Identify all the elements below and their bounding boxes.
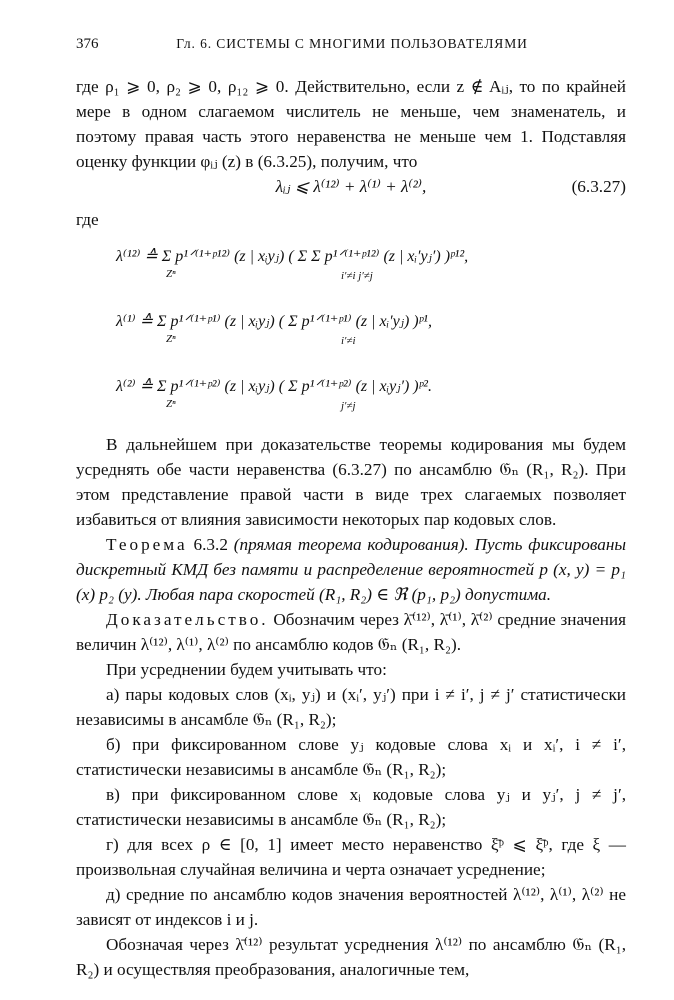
formula-lambda2 (116, 376, 432, 412)
closing-paragraph: Обозначая через λ̄⁽¹²⁾ результат усреднения λ⁽¹²⁾ по ансамблю 𝔊ₙ (R₁, R₂) и осуществляя преобразования, аналогичные тем, (76, 935, 626, 979)
formula-lambda12 (116, 246, 469, 282)
formula-lambda1-sum-index: Zⁿ (166, 333, 176, 345)
formula-lambda12-inner-index: i′≠i j′≠j (341, 270, 373, 282)
equation-number: (6.3.27) (571, 177, 626, 196)
formula-lambda2-sum-index: Zⁿ (166, 398, 176, 410)
top-paragraph-text: где ρ₁ ⩾ 0, ρ₂ ⩾ 0, ρ₁₂ ⩾ 0. Действительно, если z ∉ Aᵢⱼ, то по крайней мере в одном слагаемом числитель не меньше, чем знаменатель, и поэтому правая часть этого неравенства не меньше чем 1. Подставляя оценку функции φᵢⱼ (z) в (6.3.25), получим, что (76, 77, 626, 171)
formula-lambda12-sum-index: Zⁿ (166, 268, 176, 280)
formula-lambda1-inner-index: i′≠i (341, 335, 356, 347)
theorem (76, 532, 626, 607)
formula-lambda1-main: λ⁽¹⁾ ≙ Σ p¹ᐟ⁽¹⁺ᵖ¹⁾ (z | xᵢyⱼ) ( Σ p¹ᐟ⁽¹⁺ᵖ¹⁾ (z | xᵢ′yⱼ) )ᵖ¹, (116, 313, 432, 330)
list-item: д) средние по ансамблю кодов значения вероятностей λ⁽¹²⁾, λ⁽¹⁾, λ⁽²⁾ не зависят от индексов i и j. (76, 885, 626, 929)
list-item: в) при фиксированном слове xᵢ кодовые слова yⱼ и yⱼ′, j ≠ j′, статистически независимы в ансамбле 𝔊ₙ (R₁, R₂); (76, 785, 626, 829)
paragraph-after: В дальнейшем при доказательстве теоремы кодирования мы будем усреднять обе части неравенства (6.3.27) по ансамблю 𝔊ₙ (R₁, R₂). При этом представление правой части в виде трех слагаемых позволяет избавиться от влияния зависимости некоторых пар кодовых слов. (76, 435, 626, 529)
page-number: 376 (76, 36, 99, 52)
formula-lambda2-inner-index: j′≠j (341, 400, 356, 412)
theorem-number: 6.3.2 (193, 535, 228, 554)
theorem-title: (прямая теорема кодирования). (233, 535, 469, 554)
page-header (76, 36, 628, 56)
averaging-intro: При усреднении будем учитывать что: (106, 660, 387, 679)
equation-body: λᵢⱼ ⩽ λ⁽¹²⁾ + λ⁽¹⁾ + λ⁽²⁾, (275, 177, 427, 196)
proof (76, 607, 626, 657)
list-item: г) для всех ρ ∈ [0, 1] имеет место неравенство ξ̄ᵖ ⩽ ξ̄ᵖ, где ξ — произвольная случайная величина и черта означает усреднение; (76, 835, 626, 879)
main-body (76, 432, 626, 982)
formula-lambda12-main: λ⁽¹²⁾ ≙ Σ p¹ᐟ⁽¹⁺ᵖ¹²⁾ (z | xᵢyⱼ) ( Σ Σ p¹ᐟ⁽¹⁺ᵖ¹²⁾ (z | xᵢ′yⱼ′) )ᵖ¹², (116, 248, 469, 265)
proof-word: Доказательство. (106, 610, 269, 629)
proof-text: Обозначим через λ̄⁽¹²⁾, λ̄⁽¹⁾, λ̄⁽²⁾ средние значения величин λ⁽¹²⁾, λ⁽¹⁾, λ⁽²⁾ по ансамблю кодов 𝔊ₙ (R₁, R₂). (76, 610, 627, 654)
list-item: а) пары кодовых слов (xᵢ, yⱼ) и (xᵢ′, yⱼ′) при i ≠ i′, j ≠ j′ статистически независимы в ансамбле 𝔊ₙ (R₁, R₂); (76, 685, 626, 729)
formula-lambda1 (116, 311, 432, 347)
running-title: Гл. 6. СИСТЕМЫ С МНОГИМИ ПОЛЬЗОВАТЕЛЯМИ (176, 36, 528, 51)
theorem-word: Теорема (106, 535, 188, 554)
where-label: где (76, 210, 99, 229)
theorem-statement: Пусть фиксированы дискретный КМД без памяти и распределение вероятностей p (x, y) = p₁ (x) p₂ (y). Любая пара скоростей (R₁, R₂) ∈ ℜ (p₁, p₂) допустима. (76, 535, 626, 604)
formula-lambda2-main: λ⁽²⁾ ≙ Σ p¹ᐟ⁽¹⁺ᵖ²⁾ (z | xᵢyⱼ) ( Σ p¹ᐟ⁽¹⁺ᵖ²⁾ (z | xᵢyⱼ′) )ᵖ². (116, 378, 432, 395)
top-paragraph (76, 74, 626, 174)
equation-6-3-27 (76, 177, 626, 211)
list-item: б) при фиксированном слове yⱼ кодовые слова xᵢ и xᵢ′, i ≠ i′, статистически независимы в ансамбле 𝔊ₙ (R₁, R₂); (76, 735, 626, 779)
